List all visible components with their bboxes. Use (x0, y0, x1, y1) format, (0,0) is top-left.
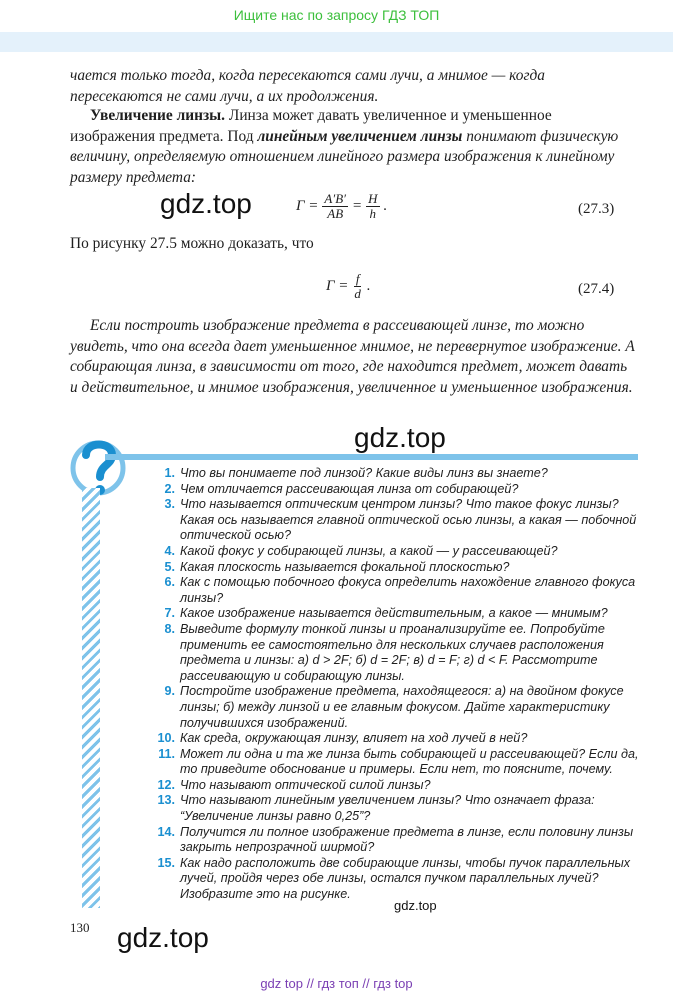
formula-27-4 (326, 272, 371, 301)
equation-number-27-4: (27.4) (578, 281, 615, 297)
question-text: Выведите формулу тонкой линзы и проанализируйте ее. Попробуйте применить ее самостоятельно для нескольких случаев расположения предмета и линзы: а) d > 2F; б) d = 2F; в) d = F; г) d < F. Рассмотрите рассеивающую и собирающую линзы. (180, 621, 605, 683)
question-item (150, 560, 645, 576)
fraction-denominator: h (369, 206, 377, 221)
question-item (150, 497, 645, 544)
top-stripe (0, 32, 673, 52)
section-heading: Увеличение линзы. (90, 107, 226, 124)
question-number: 6. (164, 575, 175, 590)
questions-side-stripes (82, 488, 100, 908)
question-text: Что называют линейным увеличением линзы? Что означает фраза: “Увеличение линзы равно 0,25”? (180, 793, 595, 824)
paragraph-1-text: чается только тогда, когда пересекаются сами лучи, а мнимое — когда пересекаются не сами лучи, а их продолжения. (70, 67, 545, 105)
question-item (150, 684, 645, 731)
question-number: 2. (164, 481, 175, 496)
question-number: 10. (157, 731, 175, 746)
question-number: 11. (158, 746, 175, 761)
question-text: Может ли одна и та же линза быть собирающей и рассеивающей? Если да, то приведите обоснование и примеры. Если нет, то поясните, почему. (180, 746, 639, 777)
question-number: 5. (164, 559, 175, 574)
question-number: 14. (157, 824, 175, 839)
paragraph-4 (70, 316, 638, 398)
paragraph-4-text: Если построить изображение предмета в рассеивающей линзе, то можно увидеть, что она всегда дает уменьшенное мнимое, не перевернутое изображение. А собирающая линза, в зависимости от того, где находится предмет, может давать и действительное, и мнимое изображения, увеличенное и уменьшенное изображения. (70, 317, 635, 396)
formula-27-4-end: . (366, 278, 371, 294)
question-text: Что называется оптическим центром линзы? Что такое фокус линзы? Какая ось называется главной оптической осью линзы, а какая — побочной оптической осью? (180, 497, 637, 543)
question-text: Какое изображение называется действительным, а какое — мнимым? (180, 606, 608, 621)
top-banner (0, 0, 673, 32)
bottom-links[interactable]: gdz top // гдз топ // гдз top (260, 976, 413, 991)
question-number: 9. (164, 684, 175, 699)
term-linear-magnification: линейным увеличением линзы (257, 127, 463, 145)
equation-number-27-3: (27.3) (578, 201, 615, 217)
question-text: Что называют оптической силой линзы? (180, 777, 431, 792)
question-number: 4. (164, 543, 175, 558)
question-item (150, 544, 645, 560)
questions-header-bar (105, 454, 638, 460)
question-text: Что вы понимаете под линзой? Какие виды линз вы знаете? (180, 466, 548, 480)
question-text: Чем отличается рассеивающая линза от собирающей? (180, 481, 519, 496)
question-text: Как надо расположить две собирающие линзы, чтобы пучок параллельных лучей, пройдя через обе линзы, остался пучком параллельных лучей? Изобразите это на рисунке. (180, 855, 631, 902)
paragraph-2 (70, 106, 638, 188)
question-number: 12. (157, 777, 175, 792)
question-item (150, 606, 645, 622)
fraction-numerator: H (368, 191, 378, 206)
question-text: Какой фокус у собирающей линзы, а какой — у рассеивающей? (180, 543, 558, 558)
question-item (150, 825, 645, 856)
fraction-fd (352, 272, 363, 301)
formula-27-3-lhs: Γ = (296, 198, 319, 214)
question-text: Постройте изображение предмета, находящегося: а) на двойном фокусе линзы; б) между линзой и ее главным фокусом. Дайте характеристику получившихся изображений. (180, 684, 624, 730)
question-text: Как с помощью побочного фокуса определить нахождение главного фокуса линзы? (180, 575, 636, 605)
question-item (150, 793, 645, 824)
question-number: 7. (164, 606, 175, 621)
question-number: 13. (157, 793, 175, 808)
banner-text: Ищите нас по запросу ГДЗ ТОП (233, 7, 440, 23)
question-number: 1. (164, 466, 175, 480)
question-item (150, 731, 645, 747)
formula-27-3-eq: = (351, 198, 363, 214)
paragraph-3 (70, 234, 638, 255)
paragraph-2-text-a: Линза может давать увеличенное и уменьшенное изображения предмета. Под (70, 107, 552, 145)
watermark-3: gdz.top (394, 898, 437, 913)
paragraph-3-text: По рисунку 27.5 можно доказать, что (70, 235, 314, 252)
paragraph-1 (70, 66, 638, 107)
question-item (150, 466, 645, 482)
question-number: 3. (164, 497, 175, 512)
fraction-ab (322, 192, 348, 221)
question-text: Какая плоскость называется фокальной плоскостью? (180, 559, 510, 574)
watermark-4: gdz.top (117, 922, 209, 953)
watermark-2: gdz.top (354, 422, 446, 453)
question-text: Как среда, окружающая линзу, влияет на ход лучей в ней? (180, 731, 528, 746)
question-item (150, 778, 645, 794)
question-number: 8. (164, 621, 175, 636)
watermark-1: gdz.top (160, 188, 252, 219)
fraction-denominator: d (354, 286, 361, 301)
fraction-denominator: AB (327, 206, 344, 221)
question-text: Получится ли полное изображение предмета в линзе, если половину линзы закрыть непрозрачной ширмой? (180, 824, 634, 855)
question-item (150, 856, 645, 903)
question-item (150, 575, 645, 606)
fraction-numerator: f (355, 271, 360, 286)
page-number: 130 (70, 920, 90, 935)
questions-list (150, 466, 645, 903)
fraction-hh (366, 192, 379, 221)
formula-27-3 (296, 192, 387, 221)
question-number: 15. (157, 855, 175, 870)
question-item (150, 482, 645, 498)
paragraph-2-text-b: понимают физическую величину, определяемую отношением линейного размера изображения к линейному размеру предмета: (70, 127, 619, 186)
question-item (150, 747, 645, 778)
formula-27-3-end: . (383, 198, 388, 214)
fraction-numerator: A′B′ (324, 191, 346, 206)
formula-27-4-lhs: Γ = (326, 278, 349, 294)
question-item (150, 622, 645, 684)
